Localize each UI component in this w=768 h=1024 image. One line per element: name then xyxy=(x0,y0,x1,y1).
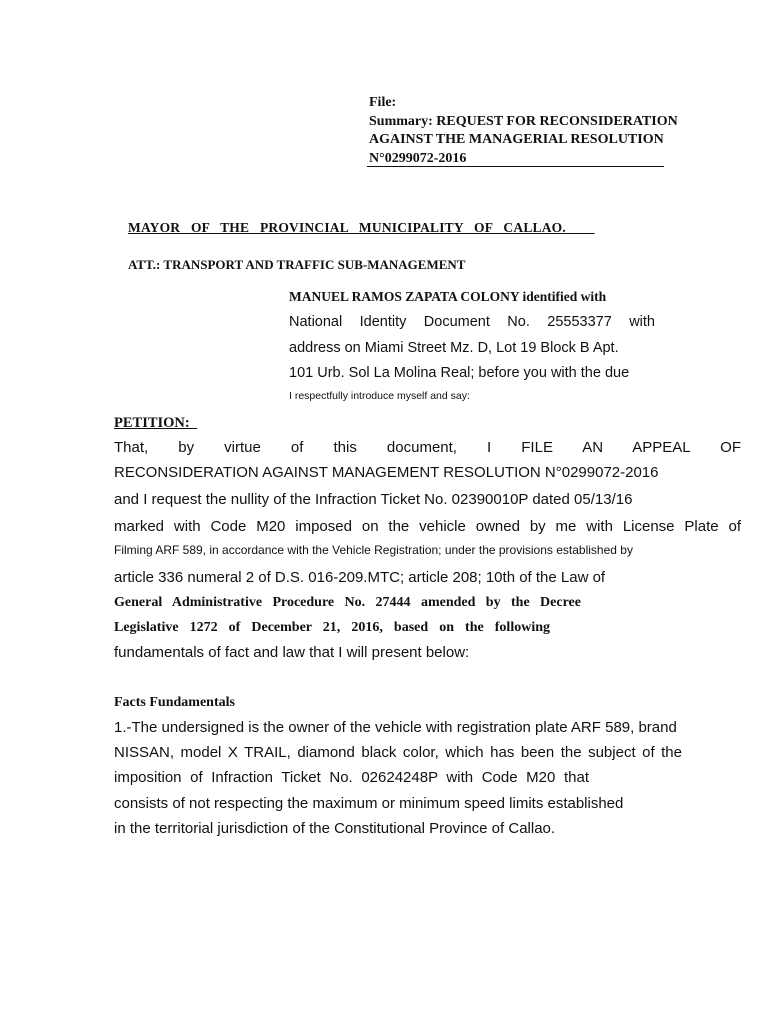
petition-line-9: fundamentals of fact and law that I will present below: xyxy=(114,644,470,661)
facts-line-2: NISSAN, model X TRAIL, diamond black color, which has been the subject of the xyxy=(114,744,682,761)
intro-line-3: address on Miami Street Mz. D, Lot 19 Block B Apt. xyxy=(289,340,619,356)
petition-line-2: RECONSIDERATION AGAINST MANAGEMENT RESOLUTION N°0299072-2016 xyxy=(114,464,659,481)
attention-line: ATT.: TRANSPORT AND TRAFFIC SUB-MANAGEMENT xyxy=(128,257,466,272)
facts-line-3: imposition of Infraction Ticket No. 02624248P with Code M20 that xyxy=(114,769,589,786)
header-divider xyxy=(367,166,664,167)
petition-line-1: That, by virtue of this document, I FILE AN APPEAL OF xyxy=(114,439,741,456)
facts-line-5: in the territorial jurisdiction of the Constitutional Province of Callao. xyxy=(114,820,556,837)
intro-line-5: I respectfully introduce myself and say: xyxy=(289,390,470,402)
addressee-underline xyxy=(566,220,595,235)
facts-line-1: 1.-The undersigned is the owner of the vehicle with registration plate ARF 589, brand xyxy=(114,719,677,736)
summary-line-2: AGAINST THE MANAGERIAL RESOLUTION xyxy=(369,132,664,147)
petition-line-8: Legislative 1272 of December 21, 2016, based on the following xyxy=(114,620,550,635)
addressee-line xyxy=(128,220,654,236)
summary-line-3: N°0299072-2016 xyxy=(369,150,467,166)
petition-heading: PETITION: xyxy=(114,415,197,431)
file-label: File: xyxy=(369,95,397,110)
summary-line-1: Summary: REQUEST FOR RECONSIDERATION xyxy=(369,113,678,129)
intro-line-1: MANUEL RAMOS ZAPATA COLONY identified with xyxy=(289,289,607,304)
intro-line-2: National Identity Document No. 25553377 with xyxy=(289,314,655,330)
petition-line-4: marked with Code M20 imposed on the vehicle owned by me with License Plate of xyxy=(114,518,741,535)
petition-line-6: article 336 numeral 2 of D.S. 016-209.MTC; article 208; 10th of the Law of xyxy=(114,569,606,586)
addressee-text: MAYOR OF THE PROVINCIAL MUNICIPALITY OF CALLAO. xyxy=(128,220,566,235)
intro-line-4: 101 Urb. Sol La Molina Real; before you with the due xyxy=(289,365,630,381)
petition-line-3: and I request the nullity of the Infraction Ticket No. 02390010P dated 05/13/16 xyxy=(114,491,633,508)
facts-heading: Facts Fundamentals xyxy=(114,695,235,710)
petition-line-5: Filming ARF 589, in accordance with the Vehicle Registration; under the provisions established by xyxy=(114,543,633,557)
file-header xyxy=(369,94,678,168)
facts-line-4: consists of not respecting the maximum or minimum speed limits established xyxy=(114,795,624,812)
petition-line-7: General Administrative Procedure No. 27444 amended by the Decree xyxy=(114,595,581,610)
